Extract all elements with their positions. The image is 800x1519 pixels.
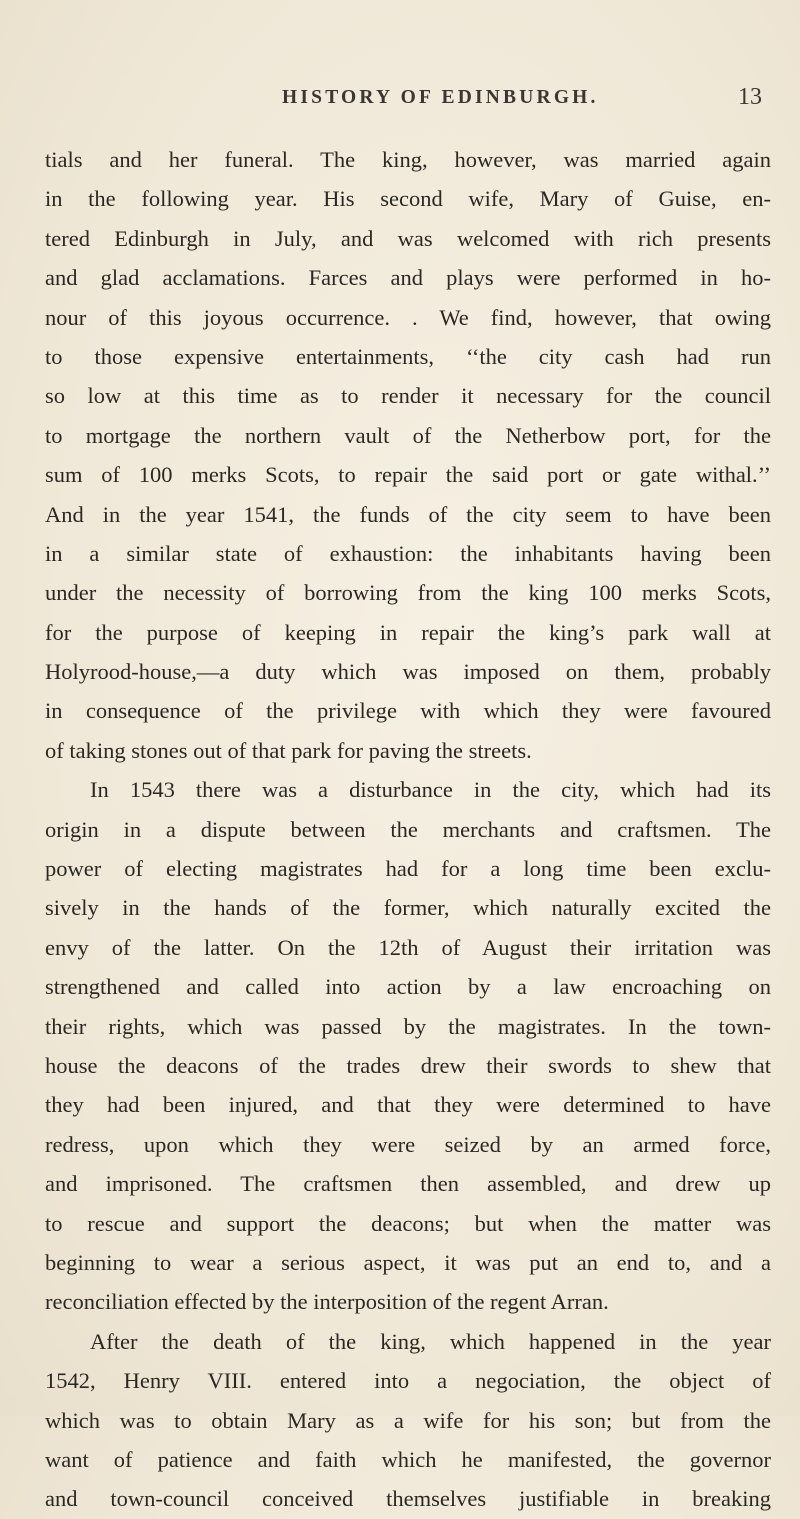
text-line: their rights, which was passed by the magistrates. In the town- [45, 1013, 771, 1039]
text-line: nour of this joyous occurrence. . We find, however, that owing [45, 304, 771, 330]
text-line: in a similar state of exhaustion: the inhabitants having been [45, 540, 771, 566]
text-line: under the necessity of borrowing from the king 100 merks Scots, [45, 580, 771, 606]
text-line: want of patience and faith which he manifested, the governor [45, 1446, 771, 1472]
text-line: Holyrood-house,—a duty which was imposed on them, probably [45, 659, 771, 685]
text-line: to mortgage the northern vault of the Netherbow port, for the [45, 422, 771, 448]
text-line: power of electing magistrates had for a long time been exclu- [45, 856, 771, 882]
text-line: origin in a dispute between the merchants and craftsmen. The [45, 816, 771, 842]
paragraph-end-line: of taking stones out of that park for paving the streets. [45, 737, 532, 763]
text-line: house the deacons of the trades drew their swords to shew that [45, 1052, 771, 1078]
text-line: tered Edinburgh in July, and was welcomed with rich presents [45, 225, 771, 251]
text-line: in consequence of the privilege with which they were favoured [45, 698, 771, 724]
text-line: envy of the latter. On the 12th of August their irritation was [45, 934, 771, 960]
text-line: and town-council conceived themselves justifiable in breaking [45, 1486, 771, 1512]
text-line: and imprisoned. The craftsmen then assembled, and drew up [45, 1171, 771, 1197]
text-line: sively in the hands of the former, which naturally excited the [45, 895, 771, 921]
text-line: 1542, Henry VIII. entered into a negociation, the object of [45, 1368, 771, 1394]
text-line: tials and her funeral. The king, however, was married again [45, 147, 771, 172]
text-line: and glad acclamations. Farces and plays were performed in ho- [45, 265, 771, 291]
body-text [45, 140, 771, 1519]
paragraph-end-line: reconciliation effected by the interposition of the regent Arran. [45, 1289, 609, 1315]
paragraph-start-line: In 1543 there was a disturbance in the city, which had its [90, 777, 771, 803]
text-line: redress, upon which they were seized by an armed force, [45, 1131, 771, 1157]
running-head [0, 84, 800, 117]
text-line: And in the year 1541, the funds of the city seem to have been [45, 501, 771, 527]
text-line: to rescue and support the deacons; but when the matter was [45, 1210, 771, 1236]
text-line: so low at this time as to render it necessary for the council [45, 383, 771, 409]
text-line: sum of 100 merks Scots, to repair the said port or gate withal.’’ [45, 462, 771, 488]
text-line: in the following year. His second wife, Mary of Guise, en- [45, 186, 771, 212]
running-head-title: HISTORY OF EDINBURGH. [282, 87, 599, 108]
text-line: to those expensive entertainments, ‘‘the city cash had run [45, 343, 771, 369]
text-line: they had been injured, and that they were determined to have [45, 1092, 771, 1118]
paragraph-start-line: After the death of the king, which happened in the year [90, 1328, 771, 1354]
text-line: strengthened and called into action by a law encroaching on [45, 974, 771, 1000]
page-number: 13 [738, 84, 762, 110]
text-line: which was to obtain Mary as a wife for his son; but from the [45, 1407, 771, 1433]
text-line: for the purpose of keeping in repair the king’s park wall at [45, 619, 771, 645]
text-line: beginning to wear a serious aspect, it was put an end to, and a [45, 1249, 771, 1275]
